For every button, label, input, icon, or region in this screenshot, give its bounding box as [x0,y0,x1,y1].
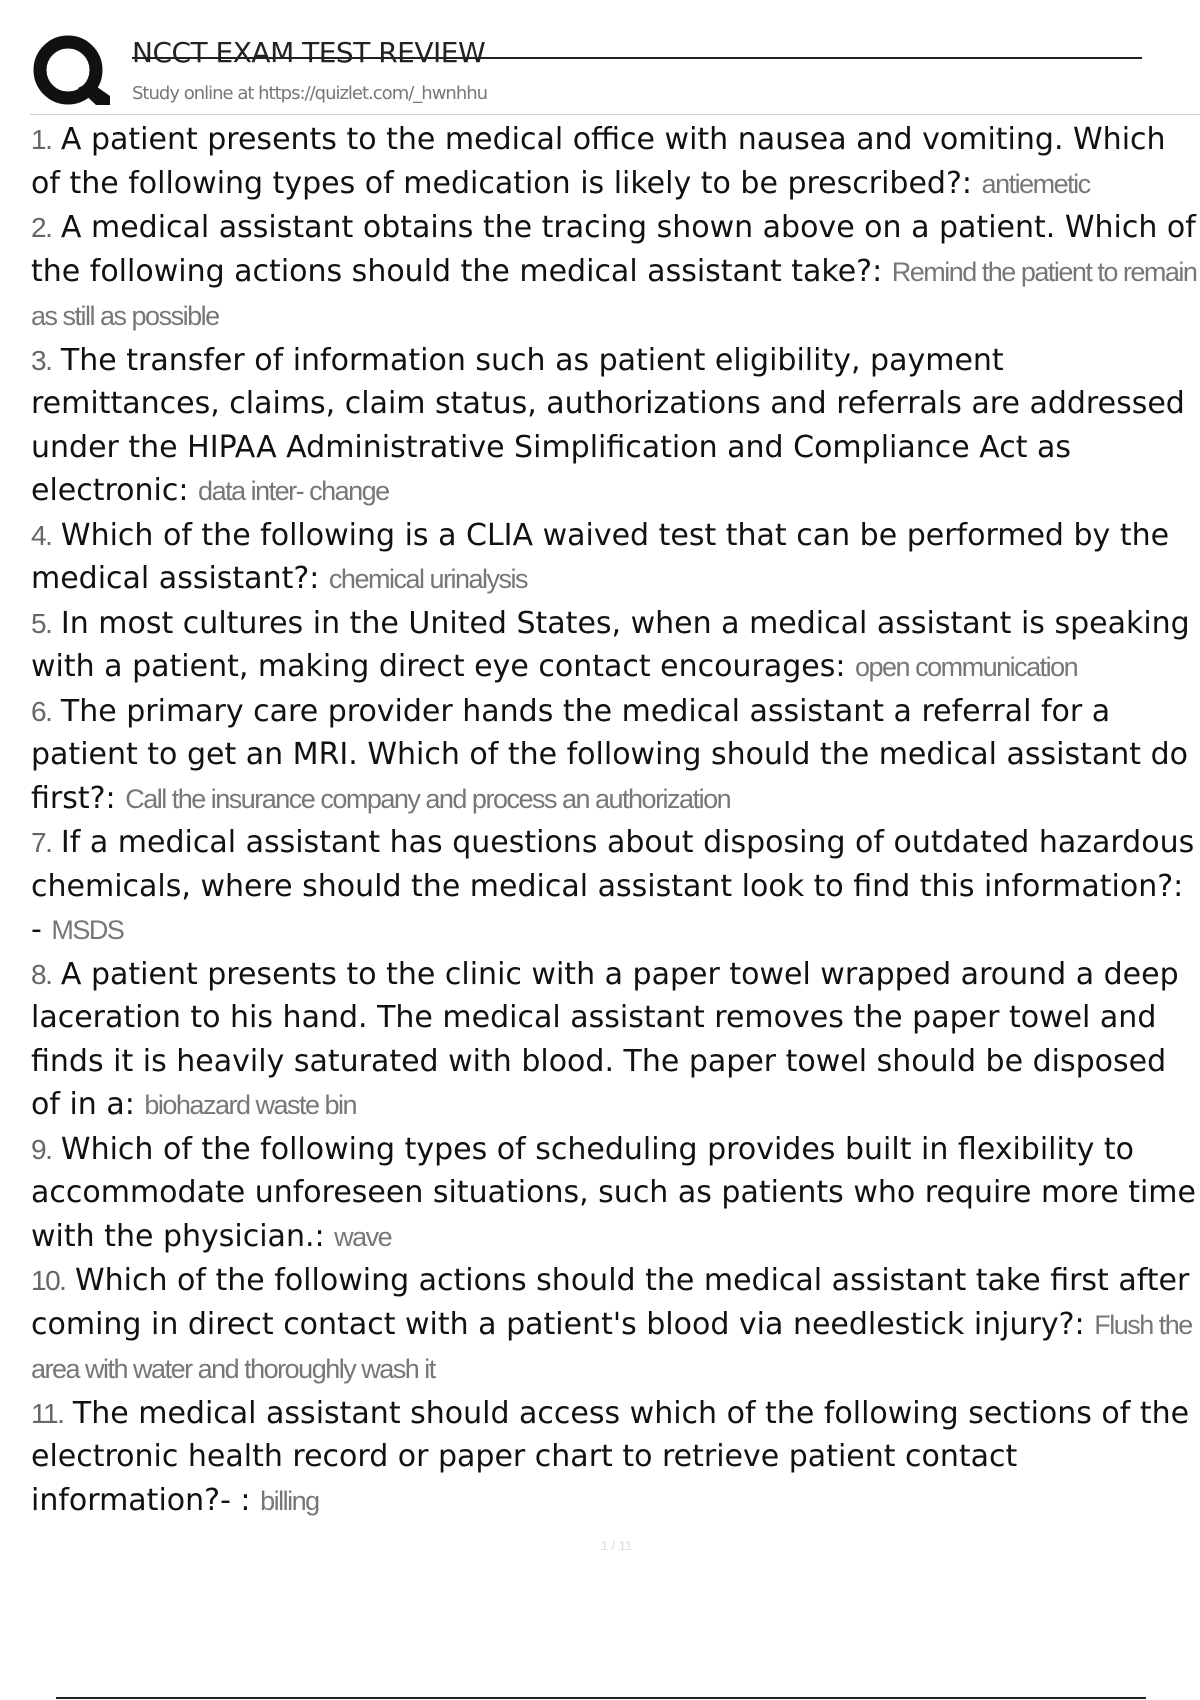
footer-rule [56,1697,1146,1699]
question-text: If a medical assistant has questions about disposing of outdated hazardous chemicals, where should the medical assistant look to find this information?: - [31,825,1195,947]
item-number: 6. [31,695,52,727]
flashcard-item [31,821,1200,953]
item-number: 10. [31,1265,66,1296]
answer-text: data inter- change [198,476,389,506]
answer-text: chemical urinalysis [328,564,527,594]
answer-text: biohazard waste bin [144,1090,357,1120]
item-number: 11. [31,1397,64,1429]
flashcard-item [31,1392,1200,1524]
question-text: Which of the following is a CLIA waived test that can be performed by the medical assistant?: [31,517,1170,596]
title-rule [132,57,1142,59]
question-text: The medical assistant should access which of the following sections of the electronic health record or paper chart to retrieve patient contact information?- : [31,1395,1190,1518]
flashcard-item [31,514,1200,602]
item-number: 3. [31,344,52,376]
document-title: NCCT EXAM TEST REVIEW [132,36,486,69]
answer-text: Flush the area with water and thoroughly wash it [31,1309,1192,1384]
flashcard-item [31,1128,1200,1260]
item-number: 9. [31,1133,52,1165]
page-number: 1 / 11 [600,1538,633,1553]
flashcard-item [31,339,1200,514]
page-header [0,0,1200,118]
question-text: A medical assistant obtains the tracing shown above on a patient. Which of the following actions should the medical assistant take?: [31,210,1196,289]
question-text: The primary care provider hands the medical assistant a referral for a patient to get an MRI. Which of the following should the medical assistant do first?: [31,693,1188,816]
quizlet-q-logo-icon [32,32,112,112]
flashcard-item [31,1259,1200,1392]
answer-text: antiemetic [981,168,1090,199]
flashcard-item [31,690,1200,822]
question-text: A patient presents to the clinic with a paper towel wrapped around a deep laceration to his hand. The medical assistant removes the paper towel and finds it is heavily saturated with blood. The paper towel should be disposed of in a: [31,956,1179,1122]
flashcard-item [31,953,1200,1128]
item-number: 5. [31,607,52,639]
answer-text: open communication [855,652,1078,682]
study-online-link[interactable]: Study online at https://quizlet.com/_hwnhhu [132,83,488,104]
flashcard-item [31,206,1200,339]
question-text: The transfer of information such as patient eligibility, payment remittances, claims, claim status, authorizations and referrals are addressed under the HIPAA Administrative Simplification and Compliance Act as electronic: [31,342,1185,508]
item-number: 8. [31,958,52,990]
flashcard-item [31,118,1200,206]
item-number: 4. [31,519,52,551]
answer-text: Remind the patient to remain as still as possible [31,256,1197,331]
item-number: 2. [31,212,52,243]
flashcard-list [31,118,1200,1523]
answer-text: wave [334,1221,392,1252]
question-text: A patient presents to the medical office with nausea and vomiting. Which of the following types of medication is likely to be prescribed?: [31,122,1166,201]
header-divider [30,114,1200,115]
item-number: 7. [31,827,52,858]
answer-text: billing [260,1485,319,1516]
answer-text: MSDS [51,915,124,945]
question-text: In most cultures in the United States, when a medical assistant is speaking with a patient, making direct eye contact encourages: [31,605,1190,684]
answer-text: Call the insurance company and process an authorization [125,783,731,814]
item-number: 1. [31,124,52,155]
question-text: Which of the following actions should the medical assistant take first after coming in direct contact with a patient's blood via needlestick injury?: [31,1263,1190,1342]
flashcard-item [31,602,1200,690]
question-text: Which of the following types of scheduling provides built in flexibility to accommodate unforeseen situations, such as patients who require more time with the physician.: [31,1131,1196,1254]
